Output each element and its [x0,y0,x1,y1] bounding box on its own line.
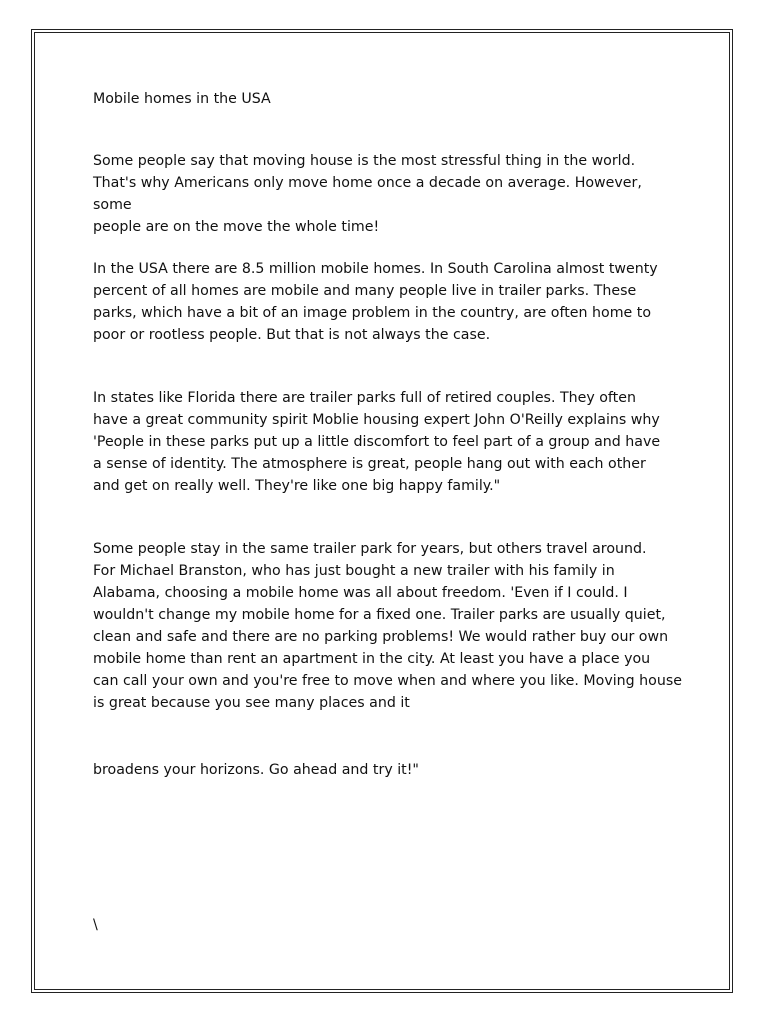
document-title: Mobile homes in the USA [93,91,271,107]
paragraph-closing: broadens your horizons. Go ahead and try it!" [93,762,419,778]
paragraph-statistics: In the USA there are 8.5 million mobile homes. In South Carolina almost twenty percent of all homes are mobile and many people live in trailer parks. These parks, which have a bit of an image problem in the country, are often home to poor or rootless people. But that is not always the case. [93,261,658,343]
paragraph-florida: In states like Florida there are trailer parks full of retired couples. They often have a great community spirit Moblie housing expert John O'Reilly explains why 'People in these parks put up a little discomfort to feel part of a group and have a sense of identity. The atmosphere is great, people hang out with each other and get on really well. They're like one big happy family." [93,390,661,494]
trailing-backslash: \ [93,917,98,933]
paragraph-branston: Some people stay in the same trailer park for years, but others travel around. For Michael Branston, who has just bought a new trailer with his family in Alabama, choosing a mobile home was all about freedom. 'Even if I could. I wouldn't change my mobile home for a fixed one. Trailer parks are usually quiet, clean and safe and there are no parking problems! We would rather buy our own mobile home than rent an apartment in the city. At least you have a place you can call your own and you're free to move when and where you like. Moving house is great because you see many places and it [93,541,682,711]
paragraph-intro: Some people say that moving house is the most stressful thing in the world. That's why Americans only move home once a decade on average. However, some people are on the move the whole time! [93,153,642,235]
